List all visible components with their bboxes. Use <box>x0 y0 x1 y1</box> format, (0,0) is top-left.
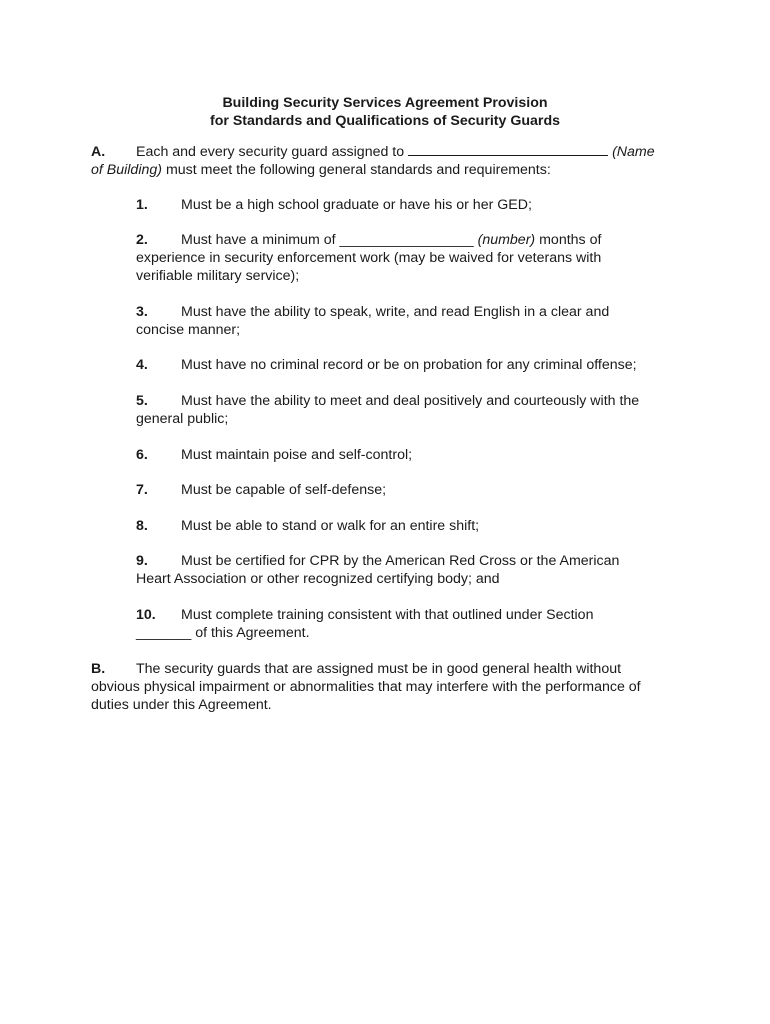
building-name-blank[interactable] <box>408 142 608 156</box>
list-item <box>136 552 681 588</box>
list-item <box>136 196 681 214</box>
item-text: Must be certified for CPR by the American Red Cross or the American <box>181 553 620 569</box>
list-item <box>136 303 681 339</box>
list-item <box>136 481 681 499</box>
list-item <box>136 231 681 285</box>
item-number: 1. <box>136 197 148 213</box>
number-placeholder: (number) <box>477 232 536 248</box>
section-a <box>91 142 683 179</box>
item-number: 9. <box>136 553 148 569</box>
item-number: 8. <box>136 518 148 534</box>
section-b-line-1: The security guards that are assigned must be in good general health without <box>136 661 622 677</box>
item-text: Must be a high school graduate or have his or her GED; <box>181 197 532 213</box>
item-text-line-3: verifiable military service); <box>136 268 300 284</box>
item-text: Must complete training consistent with that outlined under Section <box>181 607 594 623</box>
title-line-2: for Standards and Qualifications of Security Guards <box>209 113 561 129</box>
item-number: 7. <box>136 482 148 498</box>
section-b <box>91 660 691 714</box>
item-text-line-2: general public; <box>136 411 229 427</box>
item-number: 2. <box>136 232 148 248</box>
item-number: 10. <box>136 607 156 623</box>
list-item <box>136 356 681 374</box>
item-text: Must be able to stand or walk for an entire shift; <box>181 518 480 534</box>
item-text: Must be capable of self-defense; <box>181 482 387 498</box>
section-b-label: B. <box>91 661 106 677</box>
item-text-line-2: of this Agreement. <box>195 625 310 641</box>
title-line-1: Building Security Services Agreement Provision <box>222 95 548 111</box>
item-text: Must have the ability to speak, write, and read English in a clear and <box>181 304 610 320</box>
building-name-placeholder-part2: of Building) <box>91 162 162 178</box>
item-text: Must have a minimum of <box>181 232 336 248</box>
list-item <box>136 517 681 535</box>
item-text: Must have the ability to meet and deal positively and courteously with the <box>181 393 640 409</box>
number-blank[interactable]: _________________ <box>339 232 474 248</box>
section-a-label: A. <box>91 144 106 160</box>
item-text-after: months of <box>539 232 602 248</box>
document-title <box>0 94 770 130</box>
item-number: 4. <box>136 357 148 373</box>
item-text: Must have no criminal record or be on probation for any criminal offense; <box>181 357 637 373</box>
list-item <box>136 392 681 428</box>
section-number-blank[interactable]: _______ <box>136 625 192 641</box>
section-a-text-before: Each and every security guard assigned to <box>136 144 405 160</box>
section-b-line-3: duties under this Agreement. <box>91 697 272 713</box>
section-b-line-2: obvious physical impairment or abnormalities that may interfere with the performance of <box>91 679 641 695</box>
item-text-line-2: Heart Association or other recognized certifying body; and <box>136 571 500 587</box>
list-item <box>136 446 681 464</box>
item-text-line-2: concise manner; <box>136 322 241 338</box>
item-number: 3. <box>136 304 148 320</box>
item-number: 5. <box>136 393 148 409</box>
list-item <box>136 606 681 642</box>
building-name-placeholder-part1: (Name <box>612 144 655 160</box>
section-a-text-after: must meet the following general standards and requirements: <box>165 162 551 178</box>
item-number: 6. <box>136 447 148 463</box>
item-text-line-2: experience in security enforcement work (may be waived for veterans with <box>136 250 602 266</box>
item-text: Must maintain poise and self-control; <box>181 447 413 463</box>
